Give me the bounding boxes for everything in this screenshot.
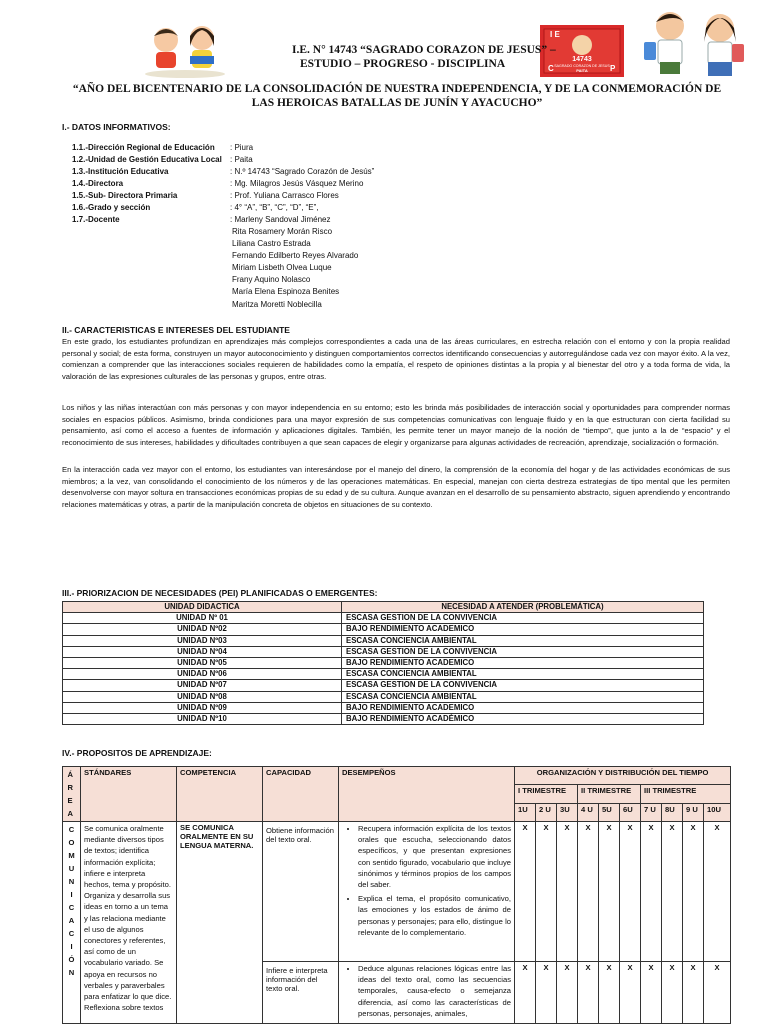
need-cell: ESCASA GESTION DE LA CONVIVENCIA: [342, 680, 704, 691]
logo-text-top: I E: [550, 30, 560, 39]
logo-number: 14743: [572, 56, 592, 63]
unit-mark: X: [704, 962, 731, 1024]
competence-cell: SE COMUNICA ORALMENTE EN SU LENGUA MATERNA.: [177, 822, 263, 1024]
unit-mark: X: [515, 962, 536, 1024]
teacher-name: Liliana Castro Estrada: [232, 239, 311, 249]
table-row: [63, 822, 731, 962]
performance-list: [342, 963, 511, 1019]
unit-mark: X: [662, 822, 683, 962]
logo-city: PAITA: [576, 68, 588, 73]
need-cell: BAJO RENDIMIENTO ACADEMICO: [342, 702, 704, 713]
paragraph-2: Los niños y las niñas interactúan con más personas y con mayor independencia en su entorno; esto les brinda más posibilidades de interacción social y oportunidades para comprender normas sociales en espacios públicos. Asimismo, brinda condiciones para una mayor expresión de sus competencias comunicativas con lenguaje fluido y en la que estructuran con cierta facilidad su pensamiento, así como el acceso a fuentes de información y aplicaciones digitales. También, les permite tener un mayor manejo de la noción de “tiempo”, que junto a la de “espacio” y el reconocimiento de sus intereses, habilidades y dificultades contribuyen a que sean capaces de elegir y organizarse para algunas actividades de recreación, aprendizaje, socialización o formación.: [62, 403, 730, 447]
header-capacity: CAPACIDAD: [263, 767, 339, 822]
needs-table: [62, 601, 704, 725]
table-row: [63, 624, 704, 635]
table-row: [63, 613, 704, 624]
teacher-list: [232, 226, 358, 311]
area-text: C O M U N I C A C I Ó N: [68, 825, 75, 977]
need-cell: ESCASA GESTION DE LA CONVIVENCIA: [342, 646, 704, 657]
header-standards: STÁNDARES: [81, 767, 177, 822]
performance-cell: [339, 822, 515, 962]
table-row: [63, 691, 704, 702]
unit-mark: X: [599, 962, 620, 1024]
teacher-name: Fernando Edilberto Reyes Alvarado: [232, 251, 359, 261]
children-illustration-right: [636, 8, 756, 82]
header-performance: DESEMPEÑOS: [339, 767, 515, 822]
standard-cell: Se comunica oralmente mediante diversos tipos de textos; identifica información explícita; infiere e interpreta hechos, tema y propósito. Organiza y desarrolla sus ideas en torno a un tema y las relaciona mediante el uso de algunos conectores y referentes, así como de un vocabulario variado. Se apoya en recursos no verbales y paraverbales para enfatizar lo que dice. Reflexiona sobre textos: [81, 822, 177, 1024]
unit-mark: X: [620, 822, 641, 962]
info-value: : Piura: [230, 143, 254, 152]
unit-cell: UNIDAD Nº09: [63, 702, 342, 713]
paragraph-3: En la interacción cada vez mayor con el entorno, los estudiantes van interesándose por el manejo del dinero, la comprensión de la economía del hogar y de las actividades económicas de sus miembros; a la vez, van consolidando el conocimiento de los números y de las operaciones matemáticas. En especial, manejan con cierta destreza estrategias de tipo mental que les permiten desenvolverse con mayor soltura en transacciones económicas propias de su edad y de su cultura. Aunque avanzan en el desarrollo de su pensamiento abstracto, siguen aprendiendo y encontrando relaciones matemáticas y otras, a partir de la manipulación concreta de objetos en situaciones de su contexto.: [62, 465, 730, 509]
unit-mark: X: [704, 822, 731, 962]
year-motto: “AÑO DEL BICENTENARIO DE LA CONSOLIDACIÓN DE NUESTRA INDEPENDENCIA, Y DE LA CONMEMORACIÓN DE LAS HEROICAS BATALLAS DE JUNÍN Y AYACUCHO”: [72, 83, 722, 109]
info-key: 1.7.-Docente: [72, 215, 120, 224]
table-header-row: [63, 602, 704, 613]
table-row: [63, 646, 704, 657]
unit-cell: UNIDAD Nº03: [63, 635, 342, 646]
column-header-unit: UNIDAD DIDACTICA: [63, 602, 342, 613]
unit-mark: X: [683, 962, 704, 1024]
area-cell: [63, 822, 81, 1024]
unit-header: 2 U: [536, 803, 557, 821]
performance-item: • Deduce algunas relaciones lógicas entre las ideas del texto oral, como las secuencias temporales, causa-efecto o semejanza diferencia, así como las características de personas, personajes, animales,: [358, 963, 511, 1019]
need-cell: BAJO RENDIMIENTO ACADEMICO: [342, 657, 704, 668]
section-3-title: III.- PRIORIZACION DE NECESIDADES (PEI) PLANIFICADAS O EMERGENTES:: [62, 588, 378, 598]
unit-header: 9 U: [683, 803, 704, 821]
performance-item: • Recupera información explícita de los textos orales que escucha, seleccionando datos específicos, y que presentan expresiones con sentido figurado, vocabulario que incluye sinónimos y términos propios de los campos del saber.: [358, 823, 511, 890]
unit-cell: UNIDAD Nº04: [63, 646, 342, 657]
children-illustration-left: [140, 22, 230, 78]
unit-header: 10U: [704, 803, 731, 821]
logo-letter-p: P: [610, 64, 616, 73]
info-key: 1.4.-Directora: [72, 179, 124, 188]
info-value: : 4° “A”, “B”, “C”, “D”, “E”,: [230, 203, 319, 212]
info-block: [72, 142, 432, 322]
trimester-3: III TRIMESTRE: [641, 785, 731, 803]
info-key: 1.5.-Sub- Directora Primaria: [72, 191, 178, 200]
performance-item: • Explica el tema, el propósito comunicativo, las emociones y los estados de ánimo de personas y personajes; para ello, distingue lo relevante de lo complementario.: [358, 893, 511, 938]
column-header-need: NECESIDAD A ATENDER (PROBLEMÁTICA): [342, 602, 704, 613]
capacity-cell: Infiere e interpreta información del texto oral.: [263, 962, 339, 1024]
logo-letter-c: C: [548, 64, 554, 73]
unit-header: 8U: [662, 803, 683, 821]
section-1-title: I.- DATOS INFORMATIVOS:: [62, 122, 171, 132]
unit-mark: X: [557, 822, 578, 962]
section-4-title: IV.- PROPOSITOS DE APRENDIZAJE:: [62, 748, 212, 758]
need-cell: ESCASA CONCIENCIA AMBIENTAL: [342, 691, 704, 702]
section-2-title: II.- CARACTERISTICAS E INTERESES DEL ESTUDIANTE: [62, 325, 290, 335]
learning-purposes-table: [62, 766, 731, 1024]
unit-mark: X: [578, 962, 599, 1024]
unit-header: 5U: [599, 803, 620, 821]
unit-header: 7 U: [641, 803, 662, 821]
unit-cell: UNIDAD Nº 01: [63, 613, 342, 624]
paragraph-1: En este grado, los estudiantes profundizan en aprendizajes más complejos correspondientes a cada una de las áreas curriculares, en estrecha relación con el entorno y con la propia realidad personal y social; de esta forma, construyen un mayor autoconocimiento y distinguen comportamientos correctos identificando consecuencias y autorregulándose cada vez con mayor éxito. A la vez, comienzan a comprender que las interacciones sociales requieren de habilidades como la empatía, el respeto de opiniones distintas a la propia y al bienestar del otro y a toda forma de vida, la valoración de las expresiones culturales de las personas y grupos, entre otras.: [62, 337, 730, 381]
unit-mark: X: [578, 822, 599, 962]
info-value: : N.º 14743 “Sagrado Corazón de Jesús”: [230, 167, 375, 176]
table-row: [63, 713, 704, 724]
unit-header: 3U: [557, 803, 578, 821]
table-row: [63, 635, 704, 646]
info-key: 1.1.-Dirección Regional de Educación: [72, 143, 215, 152]
unit-cell: UNIDAD Nº02: [63, 624, 342, 635]
unit-cell: UNIDAD Nº06: [63, 669, 342, 680]
unit-header: 6U: [620, 803, 641, 821]
performance-list: [342, 823, 511, 938]
info-key: 1.3.-Institución Educativa: [72, 167, 169, 176]
need-cell: ESCASA GESTION DE LA CONVIVENCIA: [342, 613, 704, 624]
info-value: : Marleny Sandoval Jiménez: [230, 215, 331, 224]
unit-mark: X: [641, 962, 662, 1024]
header-organization: ORGANIZACIÓN Y DISTRIBUCIÓN DEL TIEMPO: [515, 767, 731, 785]
teacher-name: Miriam Lisbeth Olvea Luque: [232, 263, 332, 273]
info-value: : Paita: [230, 155, 253, 164]
teacher-name: Maritza Moretti Noblecilla: [232, 299, 322, 309]
unit-mark: X: [536, 822, 557, 962]
trimester-1: I TRIMESTRE: [515, 785, 578, 803]
table-row: [63, 702, 704, 713]
need-cell: ESCASA CONCIENCIA AMBIENTAL: [342, 669, 704, 680]
capacity-cell: Obtiene información del texto oral.: [263, 822, 339, 962]
need-cell: BAJO RENDIMIENTO ACADEMICO: [342, 624, 704, 635]
logo-name: SAGRADO CORAZON DE JESUS: [554, 64, 610, 68]
info-key: 1.2.-Unidad de Gestión Educativa Local: [72, 155, 222, 164]
need-cell: ESCASA CONCIENCIA AMBIENTAL: [342, 635, 704, 646]
school-name: I.E. N° 14743 “SAGRADO CORAZON DE JESUS” –: [292, 44, 556, 56]
teacher-name: María Elena Espinoza Benites: [232, 287, 340, 297]
need-cell: BAJO RENDIMIENTO ACADÉMICO: [342, 713, 704, 724]
unit-cell: UNIDAD Nº05: [63, 657, 342, 668]
unit-cell: UNIDAD Nº10: [63, 713, 342, 724]
info-key: 1.6.-Grado y sección: [72, 203, 151, 212]
header-competence: COMPETENCIA: [177, 767, 263, 822]
unit-cell: UNIDAD Nº08: [63, 691, 342, 702]
unit-mark: X: [620, 962, 641, 1024]
info-value: : Prof. Yuliana Carrasco Flores: [230, 191, 339, 200]
table-row: [63, 680, 704, 691]
unit-mark: X: [599, 822, 620, 962]
unit-cell: UNIDAD Nº07: [63, 680, 342, 691]
info-value: : Mg. Milagros Jesús Vásquez Merino: [230, 179, 364, 188]
table-header-row: [63, 767, 731, 785]
unit-header: 1U: [515, 803, 536, 821]
header-area: [63, 767, 81, 822]
unit-mark: X: [641, 822, 662, 962]
school-motto: ESTUDIO – PROGRESO - DISCIPLINA: [300, 58, 506, 70]
unit-header: 4 U: [578, 803, 599, 821]
unit-mark: X: [536, 962, 557, 1024]
performance-cell: [339, 962, 515, 1024]
unit-mark: X: [557, 962, 578, 1024]
table-row: [63, 669, 704, 680]
header-area-text: Á R E A: [67, 770, 73, 818]
table-row: [63, 657, 704, 668]
unit-mark: X: [683, 822, 704, 962]
unit-mark: X: [662, 962, 683, 1024]
unit-mark: X: [515, 822, 536, 962]
teacher-name: Frany Aquino Nolasco: [232, 275, 311, 285]
teacher-name: Rita Rosamery Morán Risco: [232, 227, 333, 236]
trimester-2: II TRIMESTRE: [578, 785, 641, 803]
